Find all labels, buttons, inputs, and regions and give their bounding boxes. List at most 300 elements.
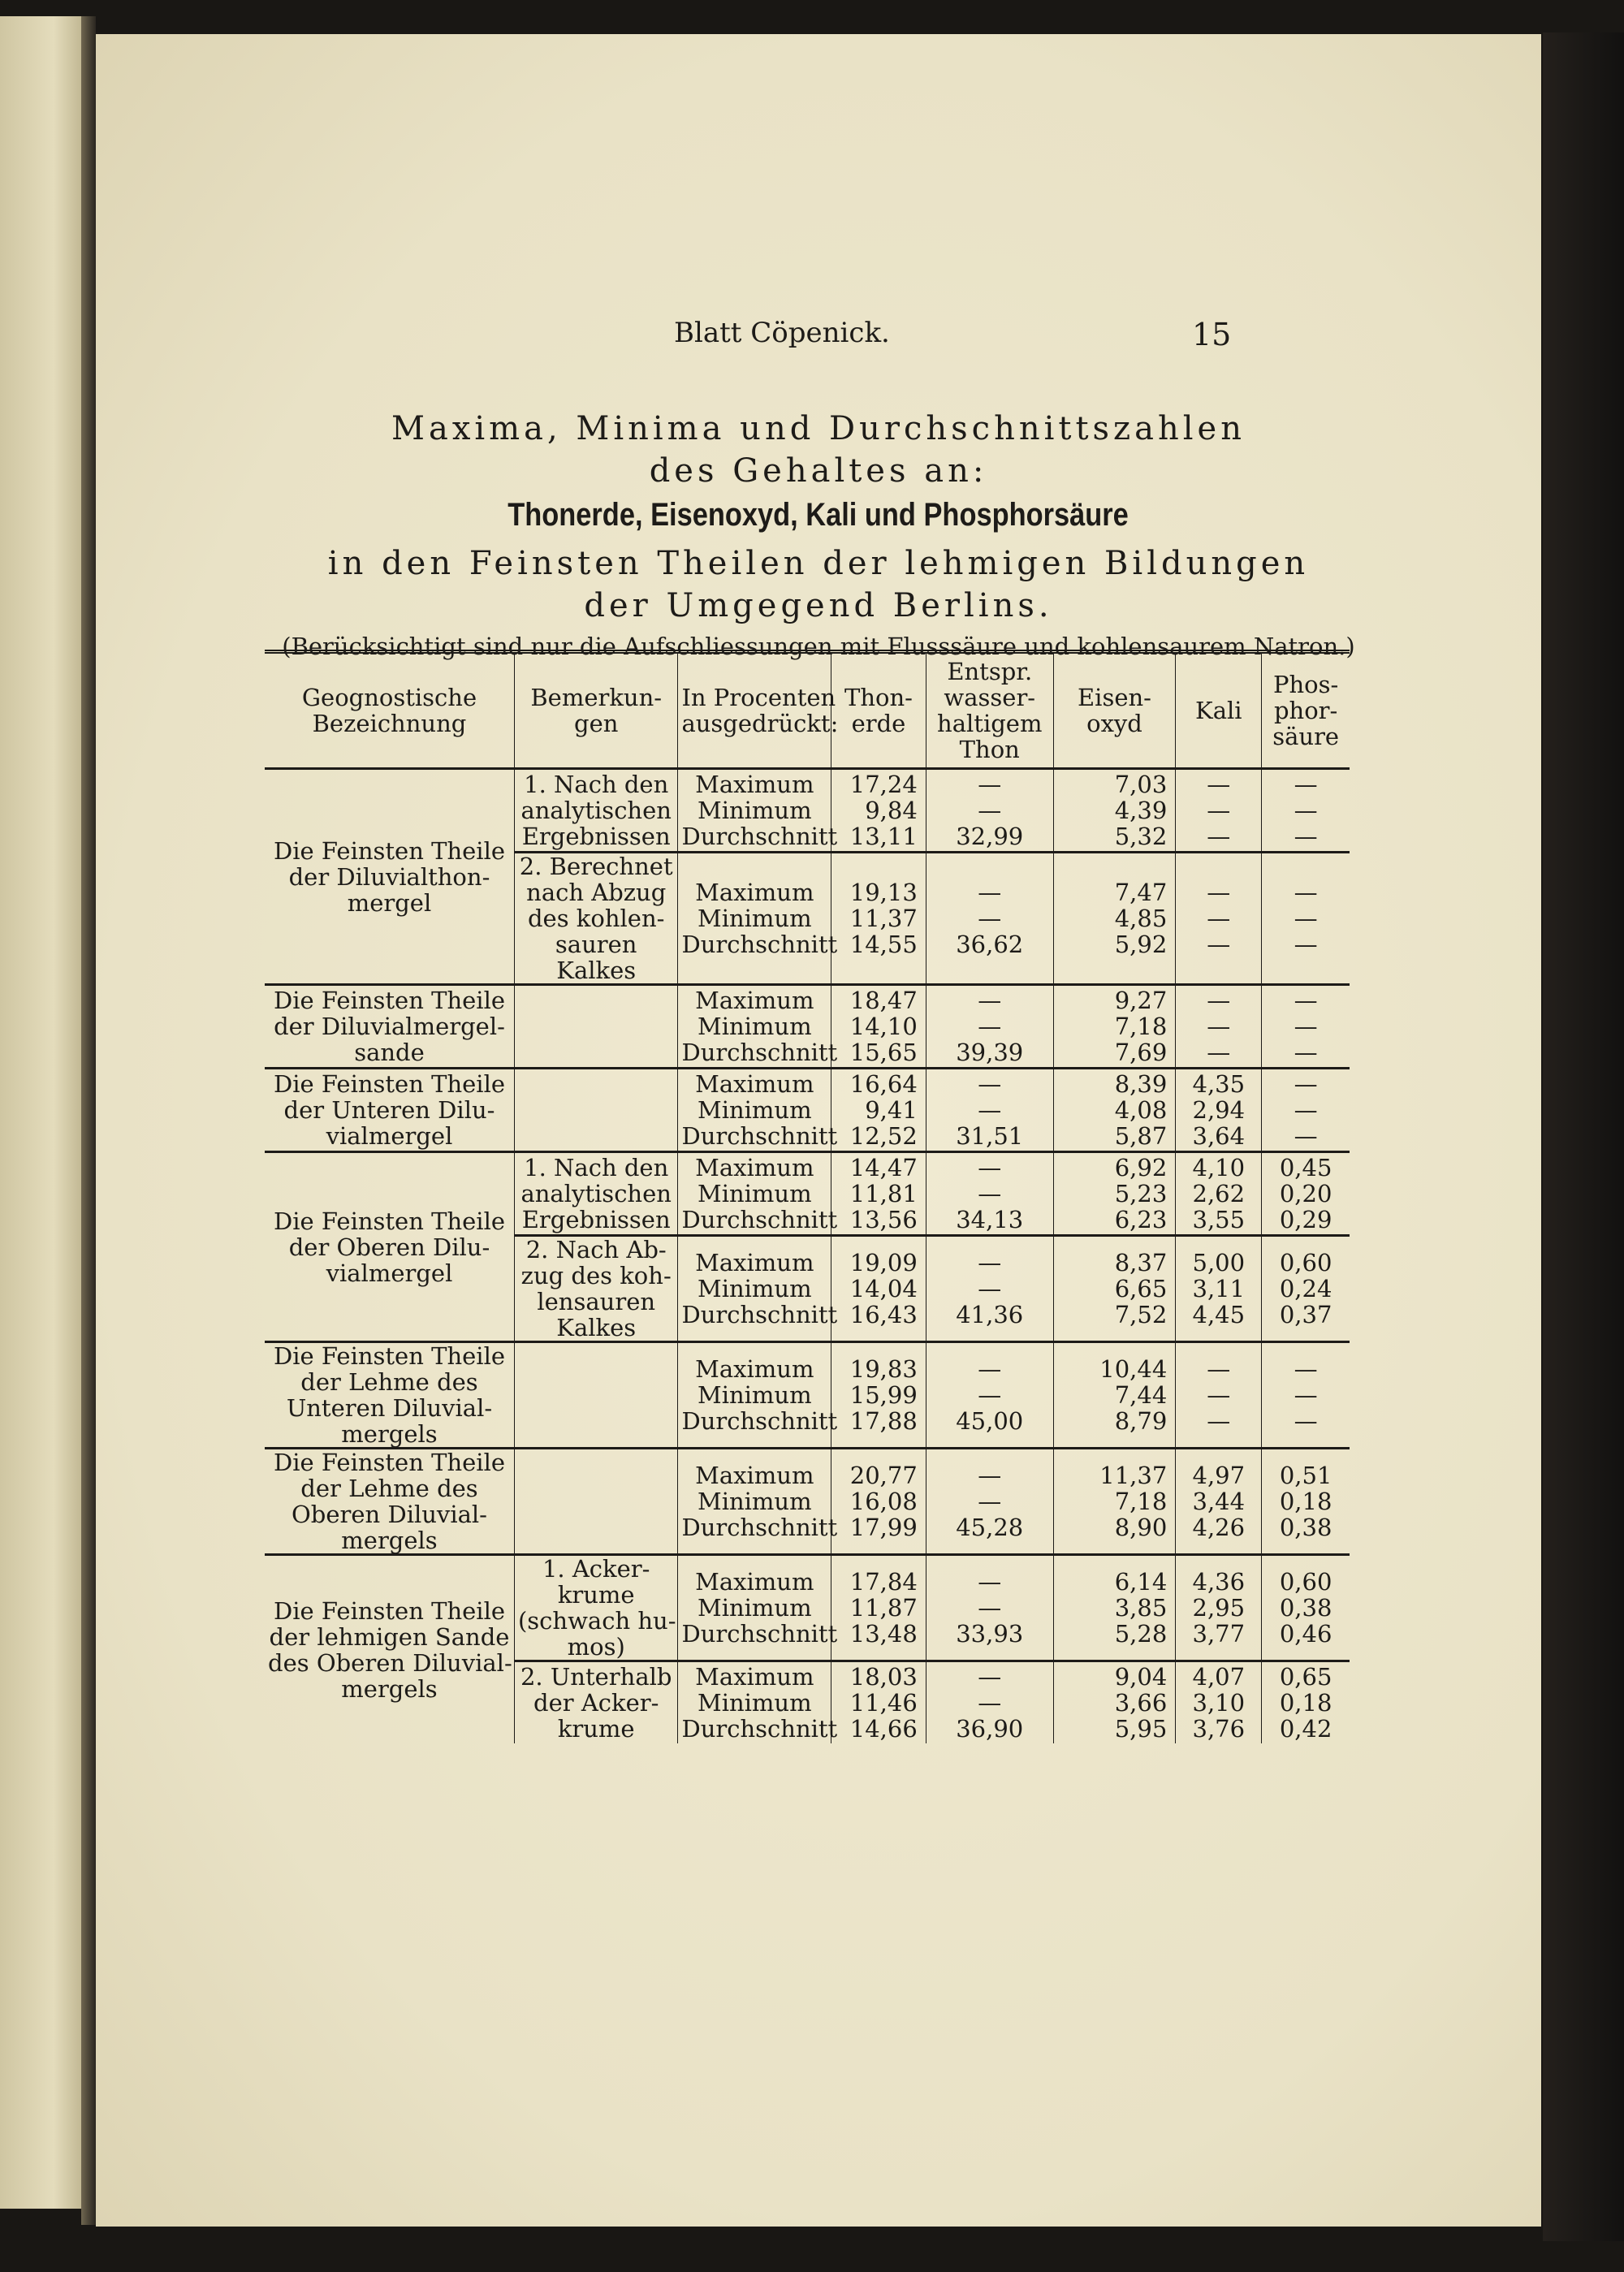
value-kali <box>1176 1236 1262 1342</box>
header-kali <box>1176 652 1262 769</box>
cell-line: Durchschnitt <box>681 823 838 850</box>
cell-line: 9,84 <box>865 797 918 824</box>
value-thon <box>926 1069 1053 1152</box>
cell-line: — <box>978 1355 1002 1383</box>
cell-line: Maximum <box>695 1568 814 1596</box>
book-page <box>96 34 1541 2227</box>
cell-line: — <box>1207 771 1231 798</box>
cell-line: Maximum <box>695 879 814 906</box>
cell-line: erde <box>851 710 906 737</box>
cell-line: 0,18 <box>1279 1689 1332 1717</box>
cell-line: — <box>1207 797 1231 824</box>
cell-line: Minimum <box>698 1013 812 1040</box>
cell-line: Durchschnitt <box>681 1514 838 1541</box>
cell-line: — <box>1294 823 1318 850</box>
cell-line: Phos- <box>1272 671 1339 698</box>
value-thon <box>926 985 1053 1069</box>
row-remark <box>514 1555 677 1661</box>
cell-line: 7,03 <box>1114 771 1168 798</box>
cell-line: der Acker- <box>533 1689 659 1717</box>
row-remark <box>514 769 677 853</box>
row-kind <box>678 769 838 853</box>
cell-line: — <box>978 987 1002 1014</box>
cell-line: 0,38 <box>1279 1514 1332 1541</box>
value-phosphor <box>1262 1152 1350 1236</box>
cell-line: — <box>978 771 1002 798</box>
cell-line: Durchschnitt <box>681 1407 838 1435</box>
value-eisenoxyd <box>1053 1342 1176 1449</box>
book-gutter <box>81 16 96 2225</box>
cell-line: Durchschnitt <box>681 1301 838 1328</box>
cell-line: Maximum <box>695 987 814 1014</box>
cell-line: 12,52 <box>849 1122 918 1150</box>
cell-line: der Lehme des <box>300 1475 478 1502</box>
cell-line: 5,87 <box>1114 1122 1168 1150</box>
cell-line: — <box>1294 931 1318 958</box>
cell-line: 1. Nach den <box>524 771 669 798</box>
cell-line: 9,41 <box>865 1096 918 1124</box>
row-remark <box>514 1152 677 1236</box>
cell-line: Durchschnitt <box>681 1715 838 1743</box>
cell-line: 0,29 <box>1279 1206 1332 1233</box>
cell-line: Minimum <box>698 905 812 932</box>
page-number: 15 <box>1192 317 1232 352</box>
cell-line: — <box>1207 931 1231 958</box>
cell-line: ausgedrückt: <box>681 710 839 737</box>
row-remark <box>514 985 677 1069</box>
cell-line: 1. Nach den <box>524 1154 669 1181</box>
cell-line: In Procenten <box>681 684 836 711</box>
cell-line: — <box>978 797 1002 824</box>
cell-line: säure <box>1272 723 1340 750</box>
cell-line: 17,84 <box>849 1568 918 1596</box>
cell-line: der Diluvialmergel- <box>274 1013 505 1040</box>
cell-line: 3,64 <box>1192 1122 1246 1150</box>
cell-line: 11,46 <box>849 1689 918 1717</box>
cell-line: Die Feinsten Theile <box>273 987 506 1014</box>
cell-line: Eisen- <box>1078 684 1151 711</box>
row-description <box>265 1342 514 1449</box>
cell-line: 2. Unterhalb <box>520 1663 672 1691</box>
cell-line: 5,28 <box>1114 1620 1168 1648</box>
cell-line: 32,99 <box>956 823 1024 850</box>
title-line-2: des Gehaltes an: <box>649 452 988 490</box>
value-eisenoxyd <box>1053 853 1176 985</box>
cell-line: 19,09 <box>849 1249 918 1276</box>
cell-line: 17,99 <box>849 1514 918 1541</box>
cell-line: Durchschnitt <box>681 1039 838 1066</box>
title-line-4: in den Feinsten Theilen der lehmigen Bildungen <box>327 545 1310 582</box>
cell-line: 16,08 <box>849 1488 918 1515</box>
cell-line: 11,37 <box>1099 1462 1168 1489</box>
cell-line: — <box>1207 905 1231 932</box>
cell-line: 3,11 <box>1192 1275 1246 1302</box>
cell-line: Minimum <box>698 1180 812 1207</box>
cell-line: Maximum <box>695 1249 814 1276</box>
header-desc <box>265 652 514 769</box>
cell-line: Minimum <box>698 1689 812 1717</box>
cell-line: nach Abzug <box>526 879 667 906</box>
cell-line: 0,60 <box>1279 1568 1332 1596</box>
cell-line: Kalkes <box>556 1314 637 1341</box>
table-row <box>265 1152 1350 1236</box>
cell-line: des Oberen Diluvial- <box>268 1648 512 1677</box>
table-title <box>96 408 1541 663</box>
cell-line: krume <box>557 1715 635 1743</box>
cell-line: 18,03 <box>849 1663 918 1691</box>
cell-line: Minimum <box>698 1381 812 1409</box>
cell-line: Durchschnitt <box>681 1122 838 1150</box>
row-description <box>265 985 514 1069</box>
cell-line: 3,77 <box>1192 1620 1246 1648</box>
cell-line: sauren <box>555 931 637 958</box>
cell-line: 0,24 <box>1279 1275 1332 1302</box>
cell-line: 5,23 <box>1114 1180 1168 1207</box>
value-thon <box>926 1236 1053 1342</box>
cell-line: krume <box>557 1581 635 1609</box>
cell-line: gen <box>574 710 619 737</box>
cell-line: 2,95 <box>1192 1594 1246 1622</box>
cell-line: 36,62 <box>956 931 1024 958</box>
header-phosphor <box>1262 652 1350 769</box>
cell-line: — <box>1294 1122 1318 1150</box>
row-remark <box>514 1661 677 1744</box>
header-eisenoxyd <box>1053 652 1176 769</box>
cell-line: — <box>1294 1355 1318 1383</box>
cell-line: Die Feinsten Theile <box>273 1342 506 1370</box>
cell-line: mergel <box>347 888 432 917</box>
cell-line: 8,79 <box>1114 1407 1168 1435</box>
cell-line: — <box>1207 1039 1231 1066</box>
value-kali <box>1176 853 1262 985</box>
cell-line: 0,46 <box>1279 1620 1332 1648</box>
running-head <box>96 317 1541 365</box>
cell-line: analytischen <box>520 1180 672 1207</box>
cell-line: 7,18 <box>1114 1488 1168 1515</box>
cell-line: 11,81 <box>849 1180 918 1207</box>
cell-line: 4,10 <box>1192 1154 1246 1181</box>
cell-line: 16,43 <box>849 1301 918 1328</box>
row-kind <box>678 1555 838 1661</box>
cell-line: vialmergel <box>326 1122 453 1150</box>
value-eisenoxyd <box>1053 1661 1176 1744</box>
cell-line: 15,65 <box>849 1039 918 1066</box>
cell-line: 6,23 <box>1114 1206 1168 1233</box>
cell-line: Oberen Diluvial- <box>292 1501 487 1528</box>
cell-line: der lehmigen Sande <box>269 1622 510 1651</box>
value-thonerde <box>831 1152 926 1236</box>
value-phosphor <box>1262 1342 1350 1449</box>
cell-line: Die Feinsten Theile <box>273 836 506 865</box>
value-phosphor <box>1262 985 1350 1069</box>
cell-line: 1. Acker- <box>542 1555 650 1583</box>
cell-line: 5,00 <box>1192 1249 1246 1276</box>
cell-line: — <box>978 1154 1002 1181</box>
cell-line: 15,99 <box>849 1381 918 1409</box>
title-note: (Berücksichtigt sind nur die Aufschliessungen mit Flusssäure und kohlensaurem Natron.) <box>282 633 1355 660</box>
value-thon <box>926 1449 1053 1555</box>
cell-line: oxyd <box>1086 710 1142 737</box>
cell-line: — <box>1294 1407 1318 1435</box>
value-kali <box>1176 769 1262 853</box>
cell-line: Die Feinsten Theile <box>273 1596 506 1625</box>
value-thon <box>926 853 1053 985</box>
value-kali <box>1176 985 1262 1069</box>
table-row <box>265 1555 1350 1661</box>
cell-line: — <box>978 1488 1002 1515</box>
value-phosphor <box>1262 1069 1350 1152</box>
cell-line: Kali <box>1195 697 1242 724</box>
cell-line: 14,66 <box>849 1715 918 1743</box>
cell-line: 7,52 <box>1114 1301 1168 1328</box>
cell-line: 4,36 <box>1192 1568 1246 1596</box>
cell-line: Geognostische <box>301 684 477 711</box>
value-thon <box>926 1555 1053 1661</box>
value-thonerde <box>831 1555 926 1661</box>
cell-line: — <box>978 1568 1002 1596</box>
cell-line: 4,26 <box>1192 1514 1246 1541</box>
cell-line: 8,90 <box>1114 1514 1168 1541</box>
value-thon <box>926 1342 1053 1449</box>
cell-line: 2. Nach Ab- <box>525 1236 667 1263</box>
cell-line: Durchschnitt <box>681 1620 838 1648</box>
cell-line: phor- <box>1273 697 1338 724</box>
cell-line: der Diluvialthon- <box>288 862 490 891</box>
cell-line: 17,88 <box>849 1407 918 1435</box>
value-phosphor <box>1262 1236 1350 1342</box>
cell-line: Maximum <box>695 1663 814 1691</box>
cell-line: 0,42 <box>1279 1715 1332 1743</box>
cell-line: — <box>1294 1381 1318 1409</box>
cell-line: 0,37 <box>1279 1301 1332 1328</box>
row-remark <box>514 1449 677 1555</box>
cell-line: 16,64 <box>849 1070 918 1098</box>
analysis-table <box>265 650 1350 1743</box>
cell-line: wasser- <box>944 684 1036 711</box>
cell-line: mergels <box>341 1420 438 1448</box>
row-kind <box>678 1661 838 1744</box>
cell-line: 7,69 <box>1114 1039 1168 1066</box>
title-line-5: der Umgegend Berlins. <box>584 587 1053 624</box>
cell-line: 5,92 <box>1114 931 1168 958</box>
cell-line: 14,55 <box>849 931 918 958</box>
cell-line: Maximum <box>695 1070 814 1098</box>
cell-line: — <box>1207 1407 1231 1435</box>
cell-line: 14,04 <box>849 1275 918 1302</box>
cell-line: Minimum <box>698 1096 812 1124</box>
cell-line: 6,92 <box>1114 1154 1168 1181</box>
value-thonerde <box>831 769 926 853</box>
cell-line: mergels <box>341 1527 438 1554</box>
value-kali <box>1176 1069 1262 1152</box>
cell-line: Durchschnitt <box>681 931 838 958</box>
row-kind <box>678 1449 838 1555</box>
cell-line: 13,11 <box>849 823 918 850</box>
cell-line: 14,10 <box>849 1013 918 1040</box>
cell-line: 10,44 <box>1099 1355 1168 1383</box>
cell-line: 33,93 <box>956 1620 1024 1648</box>
row-description <box>265 1449 514 1555</box>
cell-line: Maximum <box>695 1462 814 1489</box>
row-remark <box>514 1069 677 1152</box>
value-thonerde <box>831 1342 926 1449</box>
cell-line: lensauren <box>537 1288 656 1315</box>
cell-line: 0,20 <box>1279 1180 1332 1207</box>
cell-line: Die Feinsten Theile <box>273 1449 506 1476</box>
cell-line: analytischen <box>520 797 672 824</box>
cell-line: — <box>978 1180 1002 1207</box>
cell-line: 2,62 <box>1192 1180 1246 1207</box>
cell-line: 6,65 <box>1114 1275 1168 1302</box>
cell-line: 0,38 <box>1279 1594 1332 1622</box>
cell-line: 4,97 <box>1192 1462 1246 1489</box>
cell-line: — <box>1207 879 1231 906</box>
cell-line: 2,94 <box>1192 1096 1246 1124</box>
value-thonerde <box>831 985 926 1069</box>
cell-line: zug des koh- <box>520 1262 672 1289</box>
cell-line: — <box>1207 823 1231 850</box>
row-remark <box>514 853 677 985</box>
value-phosphor <box>1262 769 1350 853</box>
row-description <box>265 769 514 985</box>
row-kind <box>678 1342 838 1449</box>
cell-line: 0,51 <box>1279 1462 1332 1489</box>
running-head-title: Blatt Cöpenick. <box>674 317 890 349</box>
table-row <box>265 1342 1350 1449</box>
value-thonerde <box>831 1069 926 1152</box>
cell-line: 7,18 <box>1114 1013 1168 1040</box>
row-description <box>265 1555 514 1744</box>
cell-line: 9,27 <box>1114 987 1168 1014</box>
cell-line: — <box>978 1381 1002 1409</box>
value-thon <box>926 769 1053 853</box>
value-eisenoxyd <box>1053 1555 1176 1661</box>
cell-line: 17,24 <box>849 771 918 798</box>
cell-line: mergels <box>341 1674 438 1703</box>
header-thonerde <box>831 652 926 769</box>
cell-line: 4,85 <box>1114 905 1168 932</box>
cell-line: — <box>1207 1013 1231 1040</box>
cell-line: 4,07 <box>1192 1663 1246 1691</box>
cell-line: 0,18 <box>1279 1488 1332 1515</box>
cell-line: 5,95 <box>1114 1715 1168 1743</box>
table-header-row <box>265 652 1350 769</box>
row-kind <box>678 1236 838 1342</box>
value-phosphor <box>1262 1661 1350 1744</box>
cell-line: 3,66 <box>1114 1689 1168 1717</box>
header-kind <box>678 652 839 769</box>
table-body <box>265 769 1350 1744</box>
cell-line: — <box>1207 1381 1231 1409</box>
cell-line: haltigem <box>937 710 1043 737</box>
cell-line: 31,51 <box>956 1122 1024 1150</box>
cell-line: der Oberen Dilu- <box>288 1233 490 1261</box>
cell-line: 11,37 <box>849 905 918 932</box>
cell-line: sande <box>354 1039 425 1066</box>
cell-line: der Unteren Dilu- <box>283 1096 495 1124</box>
cell-line: — <box>1207 987 1231 1014</box>
cell-line: 4,45 <box>1192 1301 1246 1328</box>
cell-line: 3,55 <box>1192 1206 1246 1233</box>
row-description <box>265 1069 514 1152</box>
cell-line: der Lehme des <box>300 1368 478 1396</box>
cell-line: 14,47 <box>849 1154 918 1181</box>
cell-line: Entspr. <box>947 658 1033 685</box>
cell-line: Unteren Diluvial- <box>286 1394 493 1422</box>
cell-line: — <box>1294 905 1318 932</box>
cell-line: des kohlen- <box>527 905 665 932</box>
cell-line: 8,37 <box>1114 1249 1168 1276</box>
cell-line: 3,76 <box>1192 1715 1246 1743</box>
value-thonerde <box>831 853 926 985</box>
cell-line: 45,28 <box>956 1514 1024 1541</box>
cell-line: 5,32 <box>1114 823 1168 850</box>
cell-line: 0,60 <box>1279 1249 1332 1276</box>
table-row <box>265 1069 1350 1152</box>
cell-line: 11,87 <box>849 1594 918 1622</box>
value-phosphor <box>1262 853 1350 985</box>
cell-line: 39,39 <box>956 1039 1024 1066</box>
cell-line: Maximum <box>695 771 814 798</box>
value-eisenoxyd <box>1053 1069 1176 1152</box>
cell-line: — <box>1294 1013 1318 1040</box>
cell-line: — <box>978 1070 1002 1098</box>
cell-line: — <box>978 1689 1002 1717</box>
cell-line: vialmergel <box>326 1259 453 1287</box>
header-remarks <box>514 652 677 769</box>
cell-line: Die Feinsten Theile <box>273 1207 506 1235</box>
cell-line: — <box>978 1096 1002 1124</box>
value-thon <box>926 1661 1053 1744</box>
row-kind <box>678 1069 838 1152</box>
cell-line: Ergebnissen <box>521 1206 671 1233</box>
cell-line: Minimum <box>698 1594 812 1622</box>
cell-line: — <box>1207 1355 1231 1383</box>
cell-line: 34,13 <box>956 1206 1024 1233</box>
cell-line: 7,47 <box>1114 879 1168 906</box>
value-thonerde <box>831 1236 926 1342</box>
cell-line: 7,44 <box>1114 1381 1168 1409</box>
value-phosphor <box>1262 1449 1350 1555</box>
value-kali <box>1176 1661 1262 1744</box>
cell-line: Kalkes <box>556 957 637 984</box>
row-kind <box>678 1152 838 1236</box>
cell-line: 3,85 <box>1114 1594 1168 1622</box>
cell-line: — <box>978 1013 1002 1040</box>
value-kali <box>1176 1555 1262 1661</box>
previous-page-edge <box>0 16 89 2209</box>
row-kind <box>678 853 838 985</box>
cell-line: — <box>978 879 1002 906</box>
value-eisenoxyd <box>1053 1152 1176 1236</box>
value-thon <box>926 1152 1053 1236</box>
cell-line: — <box>978 905 1002 932</box>
row-remark <box>514 1342 677 1449</box>
cell-line: Thon <box>959 736 1020 763</box>
cell-line: Thon- <box>844 684 913 711</box>
cell-line: mos) <box>567 1633 625 1661</box>
value-eisenoxyd <box>1053 1236 1176 1342</box>
table-row <box>265 769 1350 853</box>
header-thon <box>926 652 1053 769</box>
cell-line: (schwach hu- <box>517 1607 676 1635</box>
cell-line: — <box>1294 879 1318 906</box>
value-kali <box>1176 1449 1262 1555</box>
cell-line: Minimum <box>698 1275 812 1302</box>
row-remark <box>514 1236 677 1342</box>
cell-line: 19,13 <box>849 879 918 906</box>
cell-line: — <box>978 1594 1002 1622</box>
